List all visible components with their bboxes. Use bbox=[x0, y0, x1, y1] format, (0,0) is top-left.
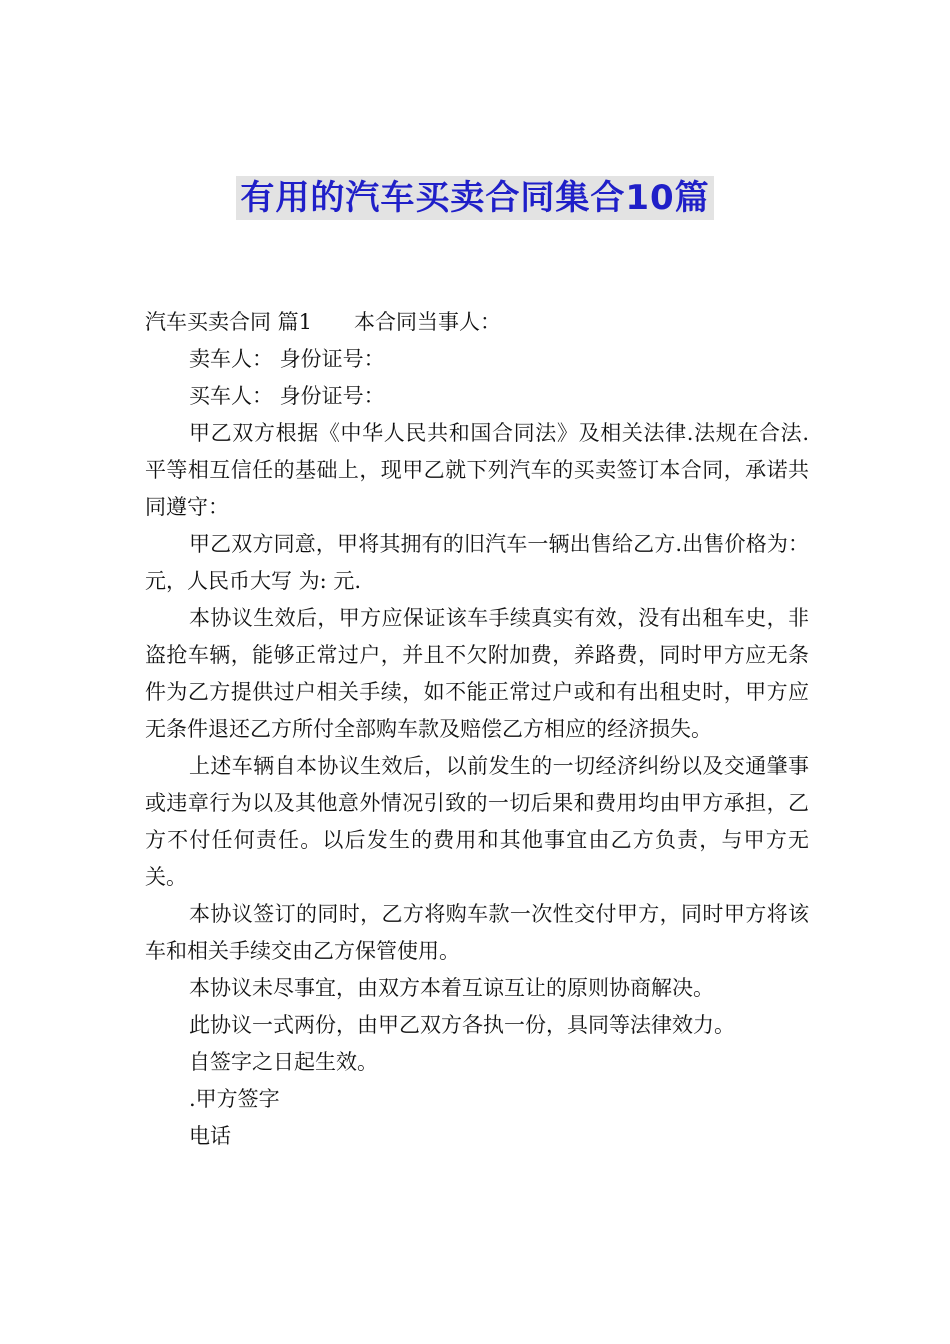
document-title: 有用的汽车买卖合同集合10篇 bbox=[236, 176, 713, 220]
paragraph-preamble: 甲乙双方根据《中华人民共和国合同法》及相关法律.法规在合法.平等相互信任的基础上，现甲乙就下列汽车的买卖签订本合同，承诺共同遵守： bbox=[145, 421, 809, 519]
buyer-line: 买车人： 身份证号： bbox=[189, 384, 385, 408]
paragraph-liability: 上述车辆自本协议生效后，以前发生的一切经济纠纷以及交通肇事或违章行为以及其他意外情况引致的一切后果和费用均由甲方承担，乙方不付任何责任。以后发生的费用和其他事宜由乙方负责，与甲方无关。 bbox=[145, 754, 809, 889]
paragraph-effective: 自签字之日起生效。 bbox=[189, 1050, 378, 1074]
paragraph-price: 甲乙双方同意，甲将其拥有的旧汽车一辆出售给乙方.出售价格为： 元，人民币大写 为: 元. bbox=[145, 532, 809, 593]
paragraph-disputes: 本协议未尽事宜，由双方本着互谅互让的原则协商解决。 bbox=[189, 976, 714, 1000]
party-a-signature-line: .甲方签字 bbox=[189, 1087, 280, 1111]
paragraph-copies: 此协议一式两份，由甲乙双方各执一份，具同等法律效力。 bbox=[189, 1013, 735, 1037]
phone-line: 电话 bbox=[189, 1124, 231, 1148]
seller-line: 卖车人： 身份证号： bbox=[189, 347, 385, 371]
parties-label: 本合同当事人： bbox=[354, 310, 502, 334]
section-heading: 汽车买卖合同 篇1 bbox=[145, 310, 313, 334]
document-body bbox=[145, 304, 809, 1155]
title-container bbox=[0, 176, 950, 220]
paragraph-payment: 本协议签订的同时，乙方将购车款一次性交付甲方，同时甲方将该车和相关手续交由乙方保管使用。 bbox=[145, 902, 809, 963]
paragraph-seller-guarantee: 本协议生效后，甲方应保证该车手续真实有效，没有出租车史，非盗抢车辆，能够正常过户，并且不欠附加费，养路费，同时甲方应无条件为乙方提供过户相关手续，如不能正常过户或和有出租史时，甲方应无条件退还乙方所付全部购车款及赔偿乙方相应的经济损失。 bbox=[145, 606, 809, 741]
section-heading-line bbox=[145, 304, 809, 341]
